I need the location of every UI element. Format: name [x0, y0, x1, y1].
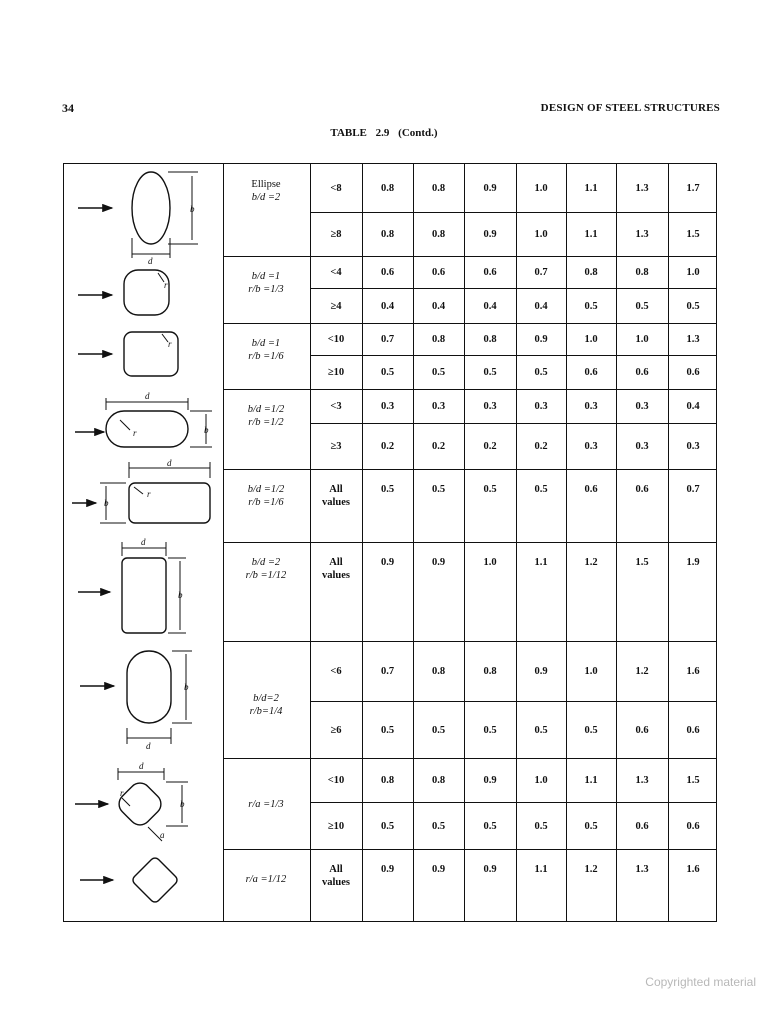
ratio-cell-line: values — [321, 497, 350, 508]
dimension-d-icon — [132, 238, 170, 258]
ratio-cell: ≥10 — [327, 820, 345, 832]
value-cell: 0.3 — [483, 401, 497, 412]
value-cell: 0.9 — [380, 864, 395, 875]
value-cell: 0.5 — [534, 484, 548, 495]
value-cell: 1.6 — [686, 666, 700, 677]
rounded-tall-section-icon — [127, 651, 171, 723]
value-cell: 0.6 — [483, 267, 497, 278]
ratio-cell-line: All — [329, 864, 343, 875]
value-cell: 0.5 — [483, 724, 497, 736]
shape-description-line: r/b =1/3 — [248, 284, 284, 295]
shape-description-line: b/d=2 — [253, 693, 279, 704]
dimension-label: b — [204, 425, 209, 435]
value-cell: 1.3 — [635, 229, 649, 240]
value-cell: 0.2 — [431, 441, 446, 452]
value-cell: 0.7 — [380, 334, 395, 345]
value-cell: 0.8 — [431, 183, 446, 194]
shape-description-line: r/a =1/3 — [248, 799, 284, 810]
value-cell: 0.8 — [431, 229, 446, 240]
value-cell: 0.2 — [534, 441, 548, 452]
radius-label: r — [133, 428, 137, 438]
rotated-square-section-icon — [115, 779, 166, 830]
value-cell: 0.6 — [380, 267, 395, 278]
radius-leader-icon — [120, 420, 130, 430]
value-cell: 1.3 — [635, 183, 649, 194]
ratio-cell: <3 — [330, 401, 342, 412]
value-cell: 0.4 — [686, 401, 700, 412]
value-cell: 1.0 — [534, 183, 548, 194]
value-cell: 0.9 — [534, 334, 548, 345]
value-cell: 0.5 — [584, 300, 598, 312]
radius-label: r — [168, 339, 172, 349]
shape-description-line: b/d =1 — [251, 338, 281, 349]
value-cell: 0.6 — [686, 724, 700, 736]
shape-description-line: r/b =1/12 — [245, 570, 287, 581]
value-cell: 0.5 — [686, 300, 700, 312]
dimension-label: d — [146, 741, 151, 751]
value-cell: 0.8 — [431, 666, 446, 677]
value-cell: 0.4 — [380, 300, 395, 312]
ratio-cell: ≥4 — [330, 300, 342, 312]
value-cell: 0.8 — [635, 267, 649, 278]
value-cell: 0.5 — [584, 820, 598, 832]
dimension-label: d — [145, 391, 150, 401]
value-cell: 0.5 — [534, 724, 548, 736]
radius-label: r — [120, 788, 124, 798]
value-cell: 0.8 — [380, 775, 395, 786]
value-cell: 0.5 — [380, 820, 395, 832]
ratio-cell: ≥10 — [327, 367, 345, 378]
dimension-b-icon — [166, 782, 188, 826]
value-cell: 0.3 — [584, 441, 598, 452]
value-cell: 1.5 — [686, 229, 700, 240]
value-cell: 0.2 — [380, 441, 395, 452]
value-cell: 0.9 — [534, 666, 548, 677]
value-cell: 1.0 — [686, 267, 700, 278]
value-cell: 0.5 — [431, 367, 446, 378]
shape-description-line: r/b =1/2 — [248, 417, 284, 428]
value-cell: 0.8 — [483, 666, 497, 677]
value-cell: 0.9 — [483, 183, 497, 194]
tall-rectangle-section-icon — [122, 558, 166, 633]
value-cell: 0.3 — [380, 401, 395, 412]
value-cell: 0.5 — [380, 724, 395, 736]
value-cell: 0.8 — [584, 267, 598, 278]
value-cell: 1.3 — [635, 864, 649, 875]
value-cell: 0.6 — [635, 367, 649, 378]
value-cell: 0.9 — [483, 229, 497, 240]
value-cell: 1.5 — [686, 775, 700, 786]
value-cell: 0.5 — [534, 367, 548, 378]
dimension-label: a — [160, 830, 165, 840]
value-cell: 0.6 — [686, 367, 700, 378]
value-cell: 0.5 — [380, 484, 395, 495]
value-cell: 0.8 — [380, 183, 395, 194]
value-cell: 0.6 — [584, 367, 598, 378]
shape-description-line: Ellipse — [251, 179, 281, 190]
value-cell: 1.5 — [635, 557, 649, 568]
value-cell: 1.2 — [635, 666, 649, 677]
ratio-cell-line: All — [329, 557, 343, 568]
dimension-b-icon — [168, 558, 186, 633]
value-cell: 1.7 — [686, 183, 700, 194]
ratio-cell: <10 — [327, 775, 345, 786]
value-cell: 1.6 — [686, 864, 700, 875]
radius-leader-icon — [122, 798, 130, 806]
table-continued: (Contd.) — [398, 127, 438, 139]
stadium-section-icon — [106, 411, 188, 447]
value-cell: 1.1 — [534, 557, 548, 568]
value-cell: 0.6 — [635, 820, 649, 832]
dimension-label: d — [167, 458, 172, 468]
rotated-square-section-icon — [131, 856, 179, 904]
ratio-cell: <6 — [330, 666, 342, 677]
value-cell: 0.3 — [686, 441, 700, 452]
value-cell: 0.5 — [431, 484, 446, 495]
value-cell: 0.5 — [483, 820, 497, 832]
radius-leader-icon — [134, 487, 143, 494]
dimension-label: b — [178, 590, 183, 600]
dimension-b-icon — [190, 411, 212, 447]
value-cell: 1.2 — [584, 557, 598, 568]
value-cell: 0.3 — [431, 401, 446, 412]
dimension-b-icon — [172, 651, 192, 723]
ratio-cell-line: All — [329, 484, 343, 495]
value-cell: 0.9 — [483, 775, 497, 786]
value-cell: 0.5 — [584, 724, 598, 736]
value-cell: 0.5 — [431, 724, 446, 736]
watermark: Copyrighted material — [645, 975, 756, 989]
page-number: 34 — [62, 101, 74, 115]
shape-description-line: r/b =1/6 — [248, 351, 284, 362]
dimension-label: b — [184, 682, 189, 692]
shape-description-line: r/b =1/6 — [248, 497, 284, 508]
value-cell: 1.0 — [534, 775, 548, 786]
shape-description-line: b/d =2 — [251, 557, 281, 568]
value-cell: 0.5 — [635, 300, 649, 312]
value-cell: 0.6 — [635, 484, 649, 495]
dimension-label: b — [104, 498, 109, 508]
value-cell: 1.0 — [635, 334, 649, 345]
ratio-cell: <8 — [330, 183, 342, 194]
value-cell: 0.5 — [483, 367, 497, 378]
dimension-label: b — [180, 799, 185, 809]
dimension-label: d — [148, 256, 153, 266]
radius-label: r — [147, 489, 151, 499]
table-label: TABLE — [330, 127, 367, 139]
value-cell: 0.7 — [534, 267, 548, 278]
table-number: 2.9 — [375, 127, 390, 139]
value-cell: 0.6 — [584, 484, 598, 495]
value-cell: 0.4 — [483, 300, 497, 312]
rounded-rectangle-section-icon — [129, 483, 210, 523]
value-cell: 1.1 — [584, 775, 598, 786]
value-cell: 1.1 — [584, 229, 598, 240]
ratio-cell: ≥3 — [330, 441, 342, 452]
value-cell: 0.6 — [686, 820, 700, 832]
running-head: DESIGN OF STEEL STRUCTURES — [540, 102, 720, 114]
dimension-label: d — [139, 761, 144, 771]
value-cell: 1.3 — [686, 334, 700, 345]
value-cell: 0.7 — [380, 666, 395, 677]
value-cell: 0.6 — [431, 267, 446, 278]
radius-label: r — [164, 280, 168, 290]
shape-description-line: b/d =2 — [251, 192, 281, 203]
value-cell: 1.0 — [584, 334, 598, 345]
value-cell: 0.3 — [635, 441, 649, 452]
rounded-square-section-icon — [124, 270, 169, 315]
ratio-cell-line: values — [321, 570, 350, 581]
ratio-cell: ≥6 — [330, 724, 342, 736]
shape-description-line: b/d =1/2 — [247, 484, 285, 495]
value-cell: 0.5 — [380, 367, 395, 378]
ratio-cell: <10 — [327, 334, 345, 345]
value-cell: 0.4 — [431, 300, 446, 312]
value-cell: 0.8 — [380, 229, 395, 240]
value-cell: 0.3 — [584, 401, 598, 412]
value-cell: 0.5 — [431, 820, 446, 832]
shape-description-line: r/a =1/12 — [245, 874, 287, 885]
value-cell: 0.4 — [534, 300, 548, 312]
value-cell: 0.9 — [431, 864, 446, 875]
dimension-label: d — [141, 537, 146, 547]
value-cell: 0.9 — [380, 557, 395, 568]
value-cell: 0.8 — [483, 334, 497, 345]
ratio-cell: <4 — [330, 267, 342, 278]
shape-description-line: b/d =1/2 — [247, 404, 285, 415]
value-cell: 0.7 — [686, 484, 700, 495]
value-cell: 0.9 — [483, 864, 497, 875]
value-cell: 1.2 — [584, 864, 598, 875]
value-cell: 0.8 — [431, 775, 446, 786]
value-cell: 0.8 — [431, 334, 446, 345]
value-cell: 1.0 — [584, 666, 598, 677]
value-cell: 0.5 — [534, 820, 548, 832]
ratio-cell-line: values — [321, 877, 350, 888]
value-cell: 0.9 — [431, 557, 446, 568]
value-cell: 0.2 — [483, 441, 497, 452]
value-cell: 1.1 — [584, 183, 598, 194]
value-cell: 0.3 — [635, 401, 649, 412]
shape-description-line: r/b=1/4 — [249, 706, 283, 717]
value-cell: 1.1 — [534, 864, 548, 875]
dimension-label: b — [190, 204, 195, 214]
ellipse-section-icon — [132, 172, 170, 244]
value-cell: 0.5 — [483, 484, 497, 495]
ratio-cell: ≥8 — [330, 229, 342, 240]
value-cell: 1.0 — [534, 229, 548, 240]
value-cell: 1.0 — [483, 557, 497, 568]
value-cell: 0.6 — [635, 724, 649, 736]
value-cell: 1.9 — [686, 557, 700, 568]
value-cell: 0.3 — [534, 401, 548, 412]
value-cell: 1.3 — [635, 775, 649, 786]
shape-description-line: b/d =1 — [251, 271, 281, 282]
